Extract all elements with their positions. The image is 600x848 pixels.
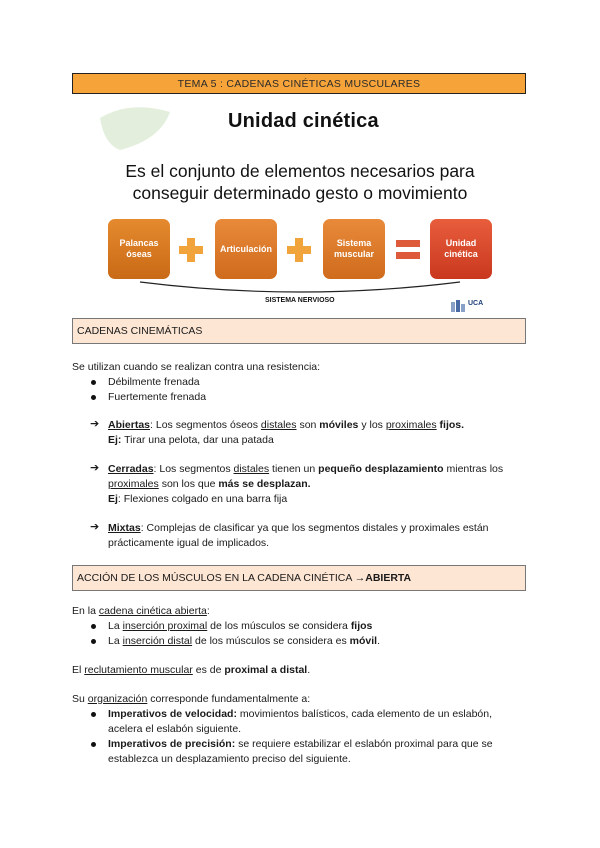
list-item: Débilmente frenada bbox=[108, 376, 200, 388]
example-label: Ej: bbox=[108, 434, 122, 446]
list-item: Fuertemente frenada bbox=[108, 391, 207, 403]
equals-icon bbox=[396, 240, 420, 260]
card-line: Sistema bbox=[336, 238, 372, 248]
precision-line1 bbox=[108, 738, 493, 750]
card-line: óseas bbox=[126, 249, 152, 259]
bullet-icon bbox=[91, 639, 96, 644]
text: corresponde fundamentalmente a: bbox=[147, 693, 311, 705]
slide-definition bbox=[120, 160, 480, 204]
section-title-bold: ABIERTA bbox=[365, 572, 412, 584]
leaf-decoration-icon bbox=[100, 104, 170, 152]
mixtas-definition-line2: prácticamente igual de implicados. bbox=[108, 537, 270, 549]
slide-title: Unidad cinética bbox=[228, 110, 379, 132]
university-logo-text: UCA bbox=[468, 300, 484, 307]
text: Su bbox=[72, 693, 88, 705]
bullet-icon bbox=[91, 380, 96, 385]
card-unidad-cinetica bbox=[430, 219, 492, 279]
text: inserción proximal bbox=[122, 620, 208, 632]
text: y los bbox=[358, 419, 386, 431]
reclutamiento-paragraph bbox=[72, 664, 310, 676]
definition-line-1: Es el conjunto de elementos necesarios para bbox=[125, 161, 475, 181]
text: cadena cinética abierta bbox=[98, 605, 207, 617]
text: : Los segmentos óseos bbox=[150, 419, 261, 431]
text: proximales bbox=[385, 419, 437, 431]
section-title: ACCIÓN DE LOS MÚSCULOS EN LA CADENA CINÉTICA → bbox=[77, 572, 366, 584]
text: mientras los bbox=[443, 463, 504, 475]
section-accion-musculos bbox=[72, 565, 526, 591]
text: tienen un bbox=[269, 463, 319, 475]
card-line: Unidad bbox=[445, 238, 477, 248]
text: : Complejas de clasificar ya que los segmentos distales y proximales están bbox=[140, 522, 489, 534]
university-logo-icon bbox=[450, 300, 466, 314]
text: Imperativos de precisión: bbox=[108, 738, 236, 750]
example-text: Tirar una pelota, dar una patada bbox=[121, 434, 274, 446]
arrow-icon: ➔ bbox=[90, 521, 100, 533]
text: distales bbox=[260, 419, 297, 431]
velocidad-line1 bbox=[108, 708, 492, 720]
card-line: cinética bbox=[444, 249, 478, 259]
topic-title: TEMA 5 : CADENAS CINÉTICAS MUSCULARES bbox=[177, 77, 421, 90]
list-item bbox=[108, 620, 372, 632]
text: móvil bbox=[349, 635, 378, 647]
text: de los músculos se considera es bbox=[192, 635, 350, 647]
cerradas-example bbox=[108, 493, 287, 505]
text: La bbox=[108, 635, 123, 647]
text: : Los segmentos bbox=[153, 463, 234, 475]
card-palancas bbox=[108, 219, 170, 279]
card-articulacion bbox=[215, 219, 277, 279]
mixtas-definition-line1 bbox=[108, 522, 489, 534]
arrow-icon: ➔ bbox=[90, 418, 100, 430]
velocidad-line2: acelera el eslabón siguiente. bbox=[108, 723, 242, 735]
card-line: muscular bbox=[333, 249, 375, 259]
abiertas-example bbox=[108, 434, 274, 446]
bullet-icon bbox=[91, 742, 96, 747]
text: son bbox=[296, 419, 320, 431]
text: móviles bbox=[319, 419, 359, 431]
text: distales bbox=[233, 463, 270, 475]
section-title: CADENAS CINEMÁTICAS bbox=[77, 325, 203, 337]
card-line: Palancas bbox=[119, 238, 159, 248]
example-text: : Flexiones colgado en una barra fija bbox=[117, 493, 288, 505]
topic-header bbox=[72, 73, 526, 94]
list-item bbox=[108, 635, 380, 647]
text: inserción distal bbox=[122, 635, 193, 647]
card-sistema-muscular bbox=[323, 219, 385, 279]
text: fijos bbox=[350, 620, 373, 632]
cerradas-definition-line2 bbox=[108, 478, 311, 490]
text: El bbox=[72, 664, 85, 676]
text: más se desplazan. bbox=[218, 478, 311, 490]
text: organización bbox=[87, 693, 148, 705]
precision-line2: establezca un desplazamiento preciso del siguiente. bbox=[108, 753, 351, 765]
bullet-icon bbox=[91, 624, 96, 629]
text: fijos. bbox=[439, 419, 465, 431]
text: . bbox=[307, 664, 311, 676]
text: es de bbox=[192, 664, 225, 676]
plus-icon bbox=[179, 238, 203, 262]
organizacion-paragraph bbox=[72, 693, 310, 705]
text: de los músculos se considera bbox=[207, 620, 351, 632]
term: Cerradas bbox=[108, 463, 154, 475]
text: pequeño desplazamiento bbox=[318, 463, 444, 475]
text: proximal a distal bbox=[224, 664, 308, 676]
card-line: Articulación bbox=[219, 243, 272, 254]
text: Imperativos de velocidad: bbox=[108, 708, 237, 720]
term: Mixtas bbox=[108, 522, 141, 534]
text: movimientos balísticos, cada elemento de un eslabón, bbox=[236, 708, 493, 720]
text: proximales bbox=[108, 478, 159, 490]
example-label: Ej bbox=[108, 493, 118, 505]
brace-curve bbox=[140, 280, 460, 298]
term: Abiertas bbox=[108, 419, 151, 431]
text: reclutamiento muscular bbox=[84, 664, 193, 676]
text: . bbox=[377, 635, 380, 647]
cerradas-definition-line1 bbox=[108, 463, 528, 475]
text: se requiere estabilizar el eslabón proximal para que se bbox=[235, 738, 493, 750]
plus-icon bbox=[287, 238, 311, 262]
text: son los que bbox=[158, 478, 219, 490]
bullet-icon bbox=[91, 712, 96, 717]
section-cadenas-cinematicas bbox=[72, 318, 526, 344]
text: La bbox=[108, 620, 123, 632]
text: En la bbox=[72, 605, 99, 617]
section2-intro bbox=[72, 605, 210, 617]
brace-label: SISTEMA NERVIOSO bbox=[265, 297, 335, 304]
definition-line-2: conseguir determinado gesto o movimiento bbox=[132, 183, 468, 203]
section1-intro: Se utilizan cuando se realizan contra una resistencia: bbox=[72, 361, 321, 373]
abiertas-definition bbox=[108, 419, 528, 431]
text: : bbox=[206, 605, 210, 617]
arrow-icon: ➔ bbox=[90, 462, 100, 474]
bullet-icon bbox=[91, 395, 96, 400]
